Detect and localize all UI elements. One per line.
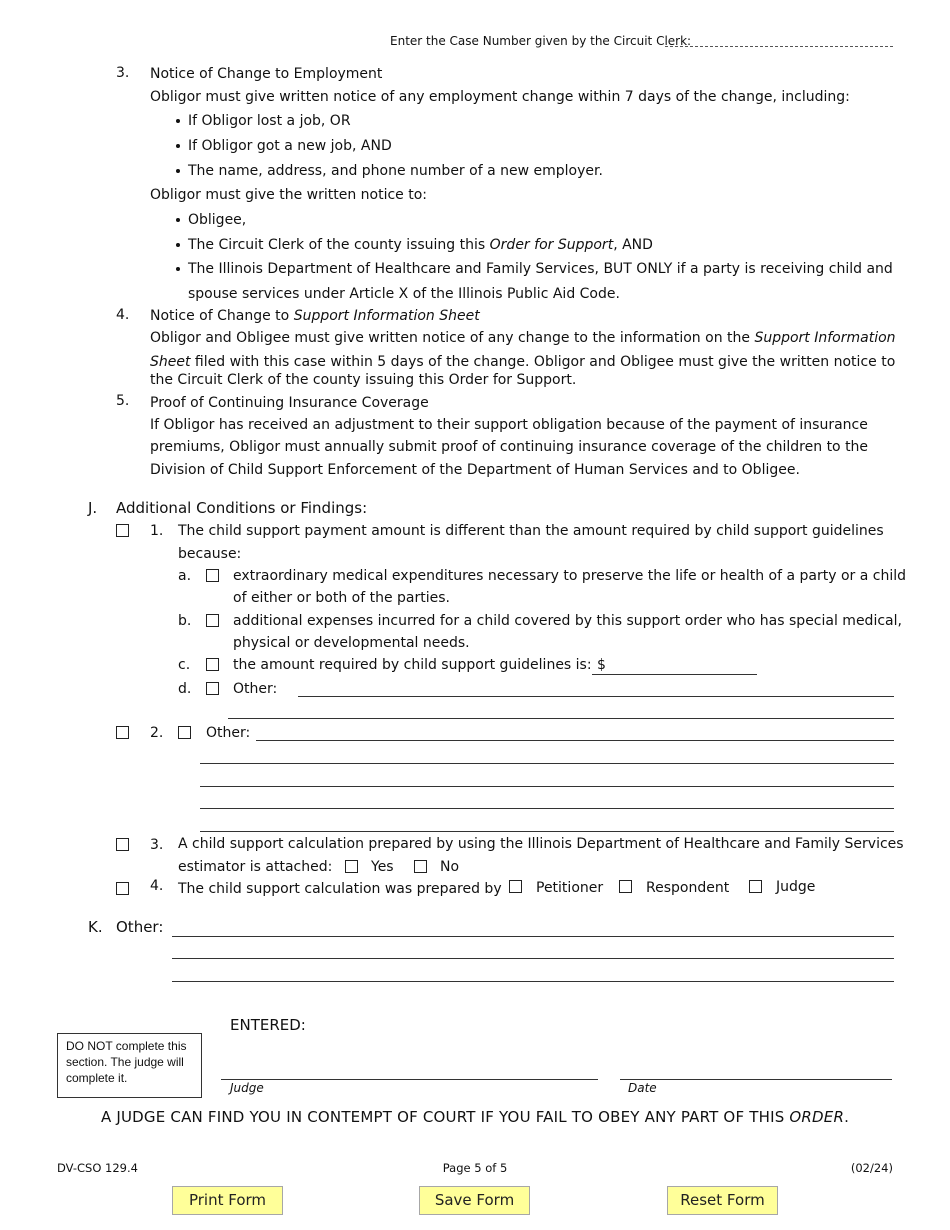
item4-title: Notice of Change to Support Information Sheet xyxy=(150,308,480,324)
j1-text-line2: because: xyxy=(178,546,242,562)
item5-line1: If Obligor has received an adjustment to their support obligation because of the payment of insurance xyxy=(150,417,868,433)
j1d-label: d. xyxy=(178,681,192,697)
guideline-amount-field[interactable] xyxy=(592,674,757,675)
j2-other-field-line1[interactable] xyxy=(256,740,894,741)
j1b-text-line1: additional expenses incurred for a child covered by this support order who has special medical, xyxy=(233,613,902,629)
dollar-sign: $ xyxy=(597,657,606,673)
judge-option-label: Judge xyxy=(776,879,816,895)
j3-text-line2: estimator is attached: xyxy=(178,859,333,875)
bullet-icon xyxy=(176,267,180,271)
respondent-checkbox[interactable] xyxy=(619,880,632,893)
j1a-text-line1: extraordinary medical expenditures necessary to preserve the life or health of a party or a child xyxy=(233,568,906,584)
j1d-other-field-line2[interactable] xyxy=(228,718,894,719)
j2-other-checkbox[interactable] xyxy=(178,726,191,739)
petitioner-label: Petitioner xyxy=(536,880,604,896)
form-id: DV-CSO 129.4 xyxy=(57,1161,138,1175)
j2-other-label: Other: xyxy=(206,725,251,741)
date-label: Date xyxy=(628,1081,657,1095)
section-j-title: Additional Conditions or Findings: xyxy=(116,499,368,517)
item3-bullet-3: The name, address, and phone number of a new employer. xyxy=(188,163,603,179)
item3-recipient-1: Obligee, xyxy=(188,212,247,228)
j1-checkbox[interactable] xyxy=(116,524,129,537)
date-field[interactable] xyxy=(620,1079,892,1080)
item5-title: Proof of Continuing Insurance Coverage xyxy=(150,395,429,411)
j2-checkbox[interactable] xyxy=(116,726,129,739)
item3-bullet-1: If Obligor lost a job, OR xyxy=(188,113,351,129)
yes-checkbox[interactable] xyxy=(345,860,358,873)
bullet-icon xyxy=(176,218,180,222)
j1a-label: a. xyxy=(178,568,192,584)
j3-text-line1: A child support calculation prepared by using the Illinois Department of Healthcare and Family Services xyxy=(178,836,904,852)
item4-line3: the Circuit Clerk of the county issuing this Order for Support. xyxy=(150,372,577,388)
j2-other-field-line4[interactable] xyxy=(200,808,894,809)
j3-number: 3. xyxy=(150,837,164,853)
j2-other-field-line5[interactable] xyxy=(200,831,894,832)
item3-intro: Obligor must give written notice of any employment change within 7 days of the change, including: xyxy=(150,89,850,105)
j1a-checkbox[interactable] xyxy=(206,569,219,582)
j1b-checkbox[interactable] xyxy=(206,614,219,627)
j4-number: 4. xyxy=(150,878,164,894)
case-number-field[interactable] xyxy=(665,46,893,47)
item3-bullet-2: If Obligor got a new job, AND xyxy=(188,138,392,154)
bullet-icon xyxy=(176,169,180,173)
bullet-icon xyxy=(176,119,180,123)
reset-form-button[interactable]: Reset Form xyxy=(667,1186,778,1215)
section-k-letter: K. xyxy=(88,918,103,936)
j4-text: The child support calculation was prepared by xyxy=(178,881,502,897)
judge-signature-field[interactable] xyxy=(221,1079,598,1080)
item3-notice-to: Obligor must give the written notice to: xyxy=(150,187,427,203)
save-form-button[interactable]: Save Form xyxy=(419,1186,530,1215)
item5-line2: premiums, Obligor must annually submit proof of continuing insurance coverage of the children to the xyxy=(150,439,869,455)
j1c-text: the amount required by child support guidelines is: xyxy=(233,657,592,673)
item3-recipient-2: The Circuit Clerk of the county issuing this Order for Support, AND xyxy=(188,237,653,253)
judge-checkbox[interactable] xyxy=(749,880,762,893)
j1-text-line1: The child support payment amount is different than the amount required by child support guidelines xyxy=(178,523,884,539)
j2-other-field-line3[interactable] xyxy=(200,786,894,787)
k-other-field-line1[interactable] xyxy=(172,936,894,937)
j2-number: 2. xyxy=(150,725,164,741)
item5-number: 5. xyxy=(116,393,130,409)
item3-recipient-3-line2: spouse services under Article X of the Illinois Public Aid Code. xyxy=(188,286,620,302)
item4-line1: Obligor and Obligee must give written notice of any change to the information on the Support Information xyxy=(150,330,896,346)
item3-number: 3. xyxy=(116,65,130,81)
yes-label: Yes xyxy=(371,859,394,875)
j3-checkbox[interactable] xyxy=(116,838,129,851)
bullet-icon xyxy=(176,144,180,148)
revision-date: (02/24) xyxy=(850,1161,893,1175)
page-number: Page 5 of 5 xyxy=(442,1161,508,1175)
section-j-letter: J. xyxy=(88,499,98,517)
judge-note-box: DO NOT complete this section. The judge will complete it. xyxy=(57,1033,202,1098)
item4-number: 4. xyxy=(116,307,130,323)
item3-recipient-3-line1: The Illinois Department of Healthcare and Family Services, BUT ONLY if a party is receiving child and xyxy=(188,261,893,277)
j1a-text-line2: of either or both of the parties. xyxy=(233,590,450,606)
entered-label: ENTERED: xyxy=(230,1016,306,1034)
j1d-checkbox[interactable] xyxy=(206,682,219,695)
k-other-field-line2[interactable] xyxy=(172,958,894,959)
case-number-label: Enter the Case Number given by the Circuit Clerk: xyxy=(390,34,692,48)
bullet-icon xyxy=(176,243,180,247)
print-form-button[interactable]: Print Form xyxy=(172,1186,283,1215)
section-k-label: Other: xyxy=(116,918,164,936)
judge-signature-label: Judge xyxy=(230,1081,264,1095)
j4-checkbox[interactable] xyxy=(116,882,129,895)
petitioner-checkbox[interactable] xyxy=(509,880,522,893)
j1-number: 1. xyxy=(150,523,164,539)
j1c-label: c. xyxy=(178,657,191,673)
j1d-text: Other: xyxy=(233,681,278,697)
respondent-label: Respondent xyxy=(646,880,730,896)
j2-other-field-line2[interactable] xyxy=(200,763,894,764)
j1d-other-field-line1[interactable] xyxy=(298,696,894,697)
j1b-label: b. xyxy=(178,613,192,629)
j1b-text-line2: physical or developmental needs. xyxy=(233,635,470,651)
item4-line2: Sheet filed with this case within 5 days of the change. Obligor and Obligee must give the written notice to xyxy=(150,354,896,370)
no-label: No xyxy=(440,859,460,875)
item5-line3: Division of Child Support Enforcement of the Department of Human Services and to Obligee. xyxy=(150,462,800,478)
j1c-checkbox[interactable] xyxy=(206,658,219,671)
contempt-warning: A JUDGE CAN FIND YOU IN CONTEMPT OF COURT IF YOU FAIL TO OBEY ANY PART OF THIS ORDER. xyxy=(100,1108,850,1126)
k-other-field-line3[interactable] xyxy=(172,981,894,982)
item3-title: Notice of Change to Employment xyxy=(150,66,383,82)
no-checkbox[interactable] xyxy=(414,860,427,873)
